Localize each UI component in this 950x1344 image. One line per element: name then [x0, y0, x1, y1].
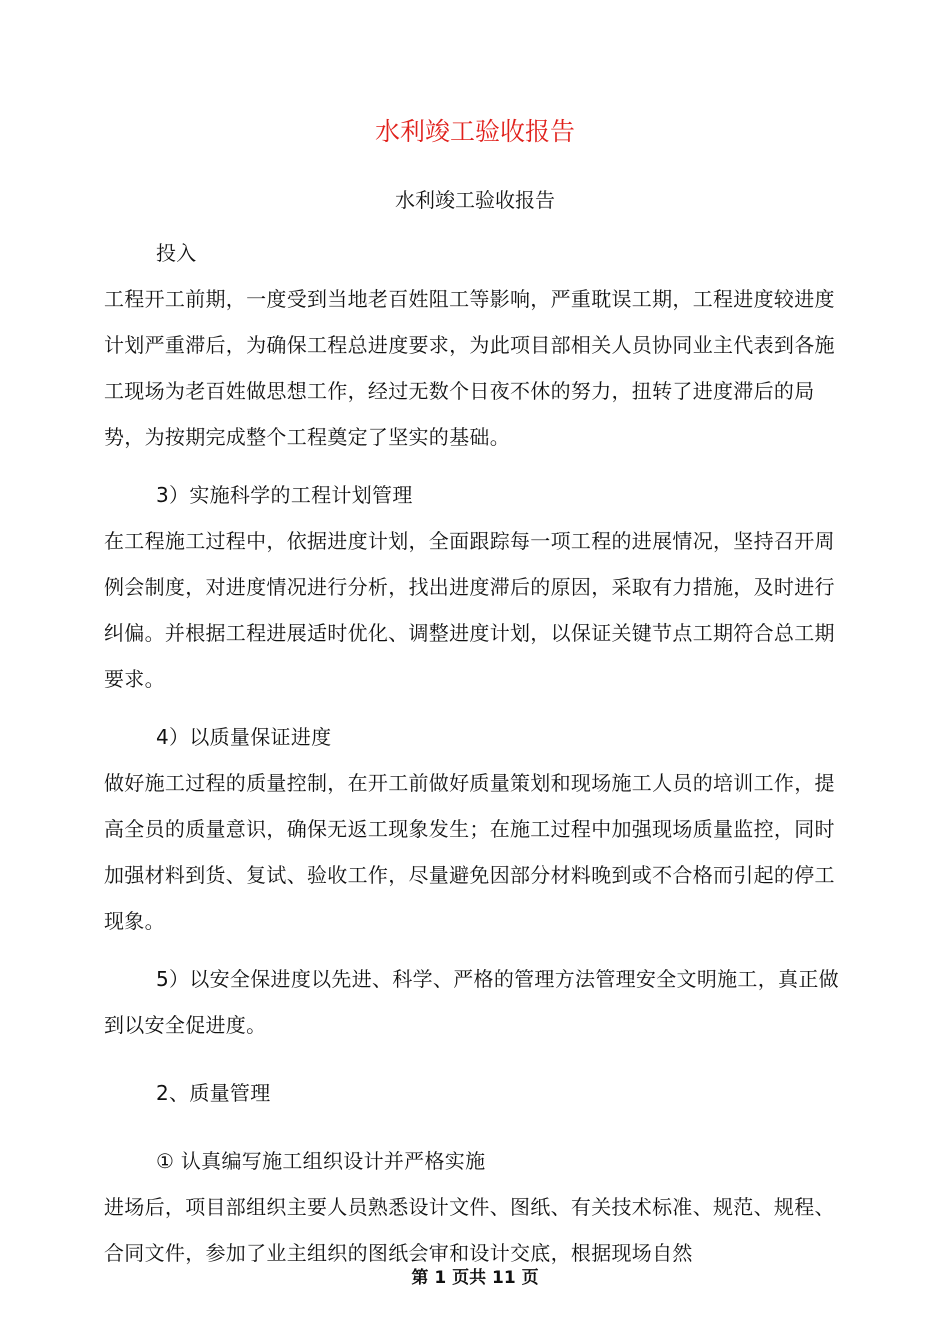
paragraph-text: 工程开工前期，一度受到当地老百姓阻工等影响，严重耽误工期，工程进度较进度计划严重滞后，为确保工程总进度要求，为此项目部相关人员协同业主代表到各施工现场为老百姓做思想工作，经过无数个日夜不休的努力，扭转了进度滞后的局势，为按期完成整个工程奠定了坚实的基础。 — [104, 287, 835, 449]
page-title: 水利竣工验收报告 — [374, 117, 575, 146]
paragraph-text: 在工程施工过程中，依据进度计划，全面跟踪每一项工程的进展情况，坚持召开周例会制度，对进度情况进行分析，找出进度滞后的原因，采取有力措施，及时进行纠偏。并根据工程进展适时优化、调整进度计划，以保证关键节点工期符合总工期要求。 — [104, 529, 835, 691]
paragraph-heading: 3）实施科学的工程计划管理 — [156, 483, 413, 507]
paragraph-text: 进场后，项目部组织主要人员熟悉设计文件、图纸、有关技术标准、规范、规程、合同文件，参加了业主组织的图纸会审和设计交底，根据现场自然 — [104, 1195, 835, 1265]
document-subtitle: 水利竣工验收报告 — [395, 188, 555, 212]
section-heading: 2、质量管理 — [156, 1081, 271, 1105]
paragraph-heading-touru: 投入 — [156, 241, 197, 265]
page-footer: 第 1 页共 11 页 — [411, 1268, 539, 1288]
paragraph-text-indented: 5）以安全保进度以先进、科学、严格的管理方法管理安全文明施工，真正做到以安全促进度。 — [104, 967, 839, 1037]
paragraph-heading: 4）以质量保证进度 — [156, 725, 332, 749]
paragraph-text: 做好施工过程的质量控制，在开工前做好质量策划和现场施工人员的培训工作，提高全员的质量意识，确保无返工现象发生；在施工过程中加强现场质量监控，同时加强材料到货、复试、验收工作，尽量避免因部分材料晚到或不合格而引起的停工现象。 — [104, 771, 835, 933]
document-body — [104, 230, 839, 1276]
subsection-heading: ① 认真编写施工组织设计并严格实施 — [156, 1149, 486, 1173]
